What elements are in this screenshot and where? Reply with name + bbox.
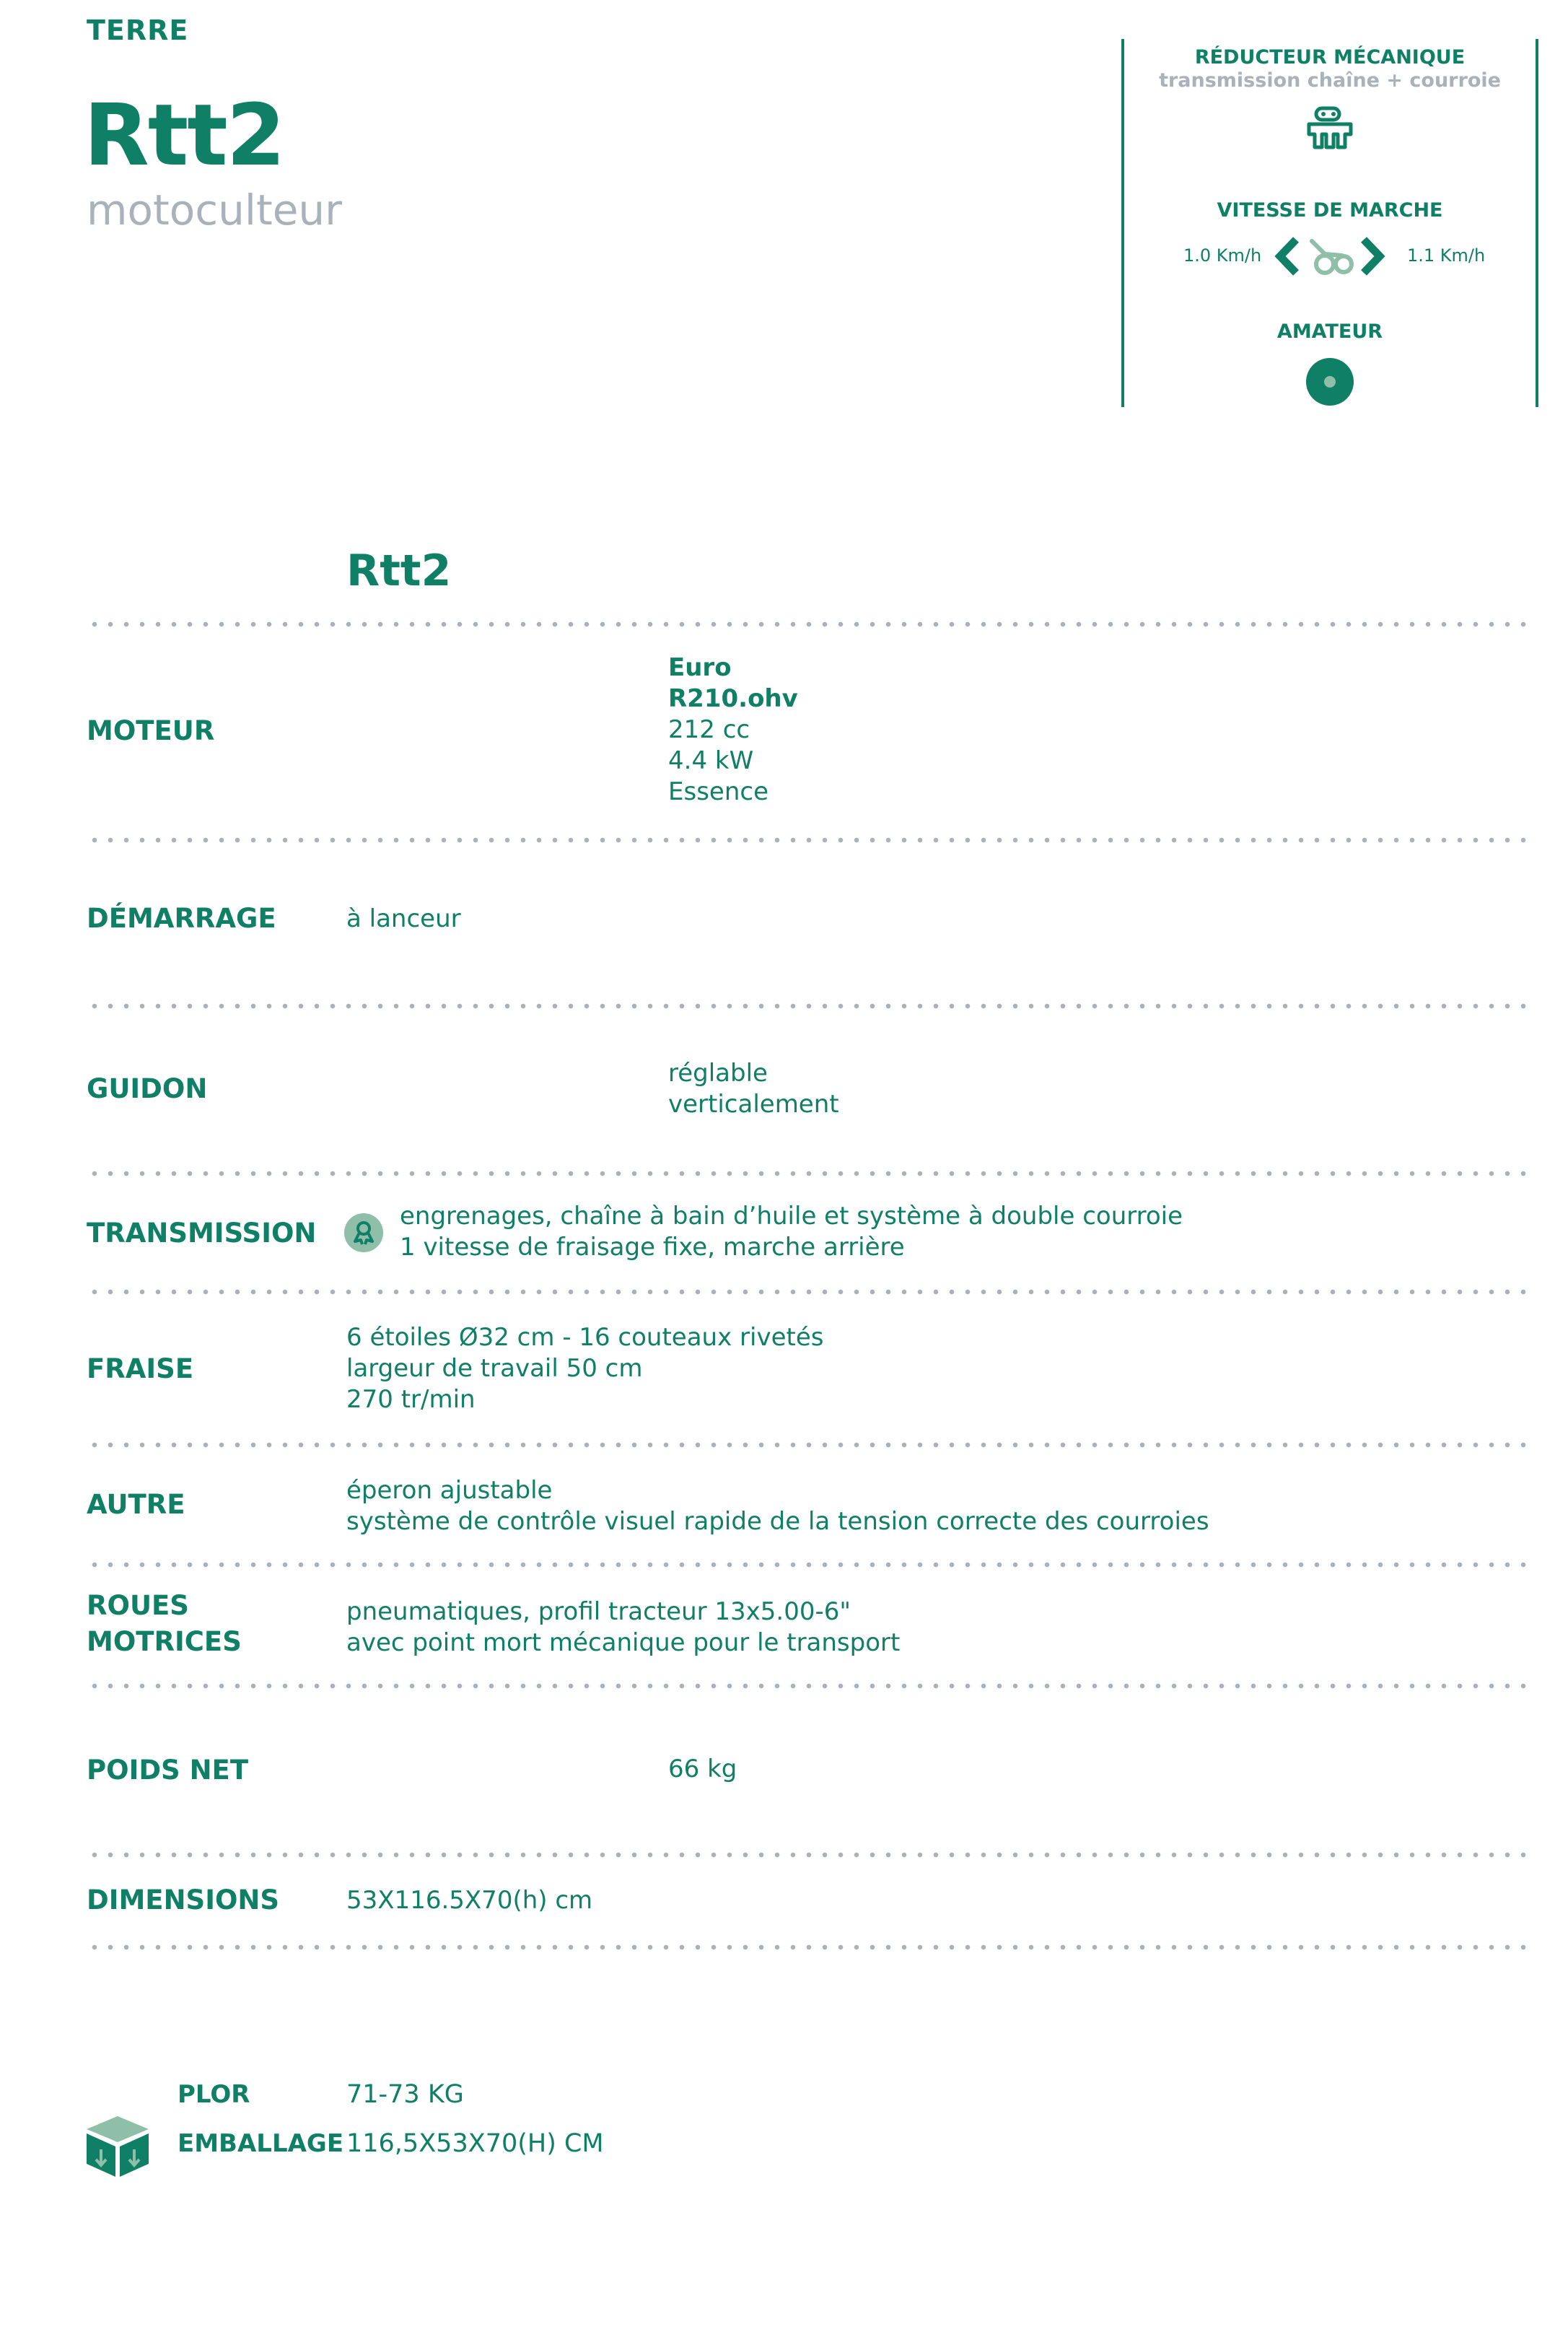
chevron-right-icon — [1359, 237, 1385, 276]
emballage-value: 116,5X53X70(H) CM — [346, 2129, 604, 2158]
guidon-line: réglable — [668, 1059, 768, 1088]
gear-subtitle: transmission chaîne + courroie — [1159, 69, 1501, 92]
separator — [87, 621, 1533, 627]
spec-value-demarrage: à lanceur — [346, 904, 461, 933]
award-ribbon-icon — [343, 1213, 384, 1253]
spec-label-guidon: GUIDON — [87, 1073, 208, 1104]
separator — [87, 1562, 1533, 1568]
gearbox-icon — [1305, 105, 1355, 153]
gear-title: RÉDUCTEUR MÉCANIQUE — [1194, 46, 1466, 69]
separator — [87, 1289, 1533, 1295]
separator — [87, 1852, 1533, 1858]
moteur-line: Euro — [668, 653, 732, 682]
model-name: Rtt2 — [346, 546, 452, 596]
plor-label: PLOR — [178, 2080, 250, 2109]
spec-value-roues — [346, 1596, 900, 1659]
spec-value-dimensions: 53X116.5X70(h) cm — [346, 1886, 593, 1915]
spec-label-roues — [87, 1588, 242, 1660]
amateur-dot-icon — [1305, 357, 1355, 407]
roues-line: pneumatiques, profil tracteur 13x5.00-6" — [346, 1597, 851, 1626]
level-title: AMATEUR — [1276, 320, 1383, 343]
roues-line: avec point mort mécanique pour le transport — [346, 1628, 901, 1657]
fraise-line: largeur de travail 50 cm — [346, 1354, 643, 1383]
spec-label-fraise: FRAISE — [87, 1353, 194, 1384]
separator — [87, 1683, 1533, 1689]
roues-label-line: ROUES — [87, 1590, 189, 1621]
speed-max: 1.1 Km/h — [1407, 245, 1486, 266]
product-subtitle: motoculteur — [87, 185, 343, 235]
moteur-line: 4.4 kW — [668, 746, 754, 775]
category-label: TERRE — [87, 14, 189, 46]
moteur-line: Essence — [668, 777, 768, 806]
spec-value-autre — [346, 1475, 1209, 1537]
spec-value-poids: 66 kg — [668, 1755, 737, 1783]
autre-line: éperon ajustable — [346, 1476, 553, 1505]
emballage-label: EMBALLAGE — [178, 2129, 344, 2158]
spec-label-moteur: MOTEUR — [87, 715, 215, 746]
separator — [87, 1003, 1533, 1009]
spec-label-dimensions: DIMENSIONS — [87, 1884, 280, 1916]
guidon-line: verticalement — [668, 1090, 839, 1119]
spec-label-autre: AUTRE — [87, 1489, 185, 1520]
spec-box — [1121, 39, 1538, 407]
spec-label-demarrage: DÉMARRAGE — [87, 903, 276, 934]
fraise-line: 6 étoiles Ø32 cm - 16 couteaux rivetés — [346, 1323, 824, 1352]
roues-label-line: MOTRICES — [87, 1626, 242, 1657]
separator — [87, 1442, 1533, 1448]
fraise-line: 270 tr/min — [346, 1385, 476, 1414]
speed-title: VITESSE DE MARCHE — [1217, 199, 1443, 222]
spec-value-guidon — [668, 1058, 839, 1120]
package-box-icon — [84, 2113, 152, 2180]
spec-label-transmission: TRANSMISSION — [87, 1218, 317, 1249]
plor-value: 71-73 KG — [346, 2080, 464, 2109]
moteur-line: 212 cc — [668, 715, 750, 744]
tiller-icon — [1306, 237, 1355, 276]
spec-value-fraise — [346, 1322, 823, 1415]
separator — [87, 1171, 1533, 1176]
transmission-line: 1 vitesse de fraisage fixe, marche arrière — [400, 1233, 905, 1262]
product-title: Rtt2 — [84, 85, 284, 185]
moteur-line: R210.ohv — [668, 684, 798, 713]
chevron-left-icon — [1274, 237, 1300, 276]
transmission-line: engrenages, chaîne à bain d’huile et système à double courroie — [400, 1202, 1183, 1231]
separator — [87, 1944, 1533, 1950]
autre-line: système de contrôle visuel rapide de la tension correcte des courroies — [346, 1507, 1209, 1536]
speed-min: 1.0 Km/h — [1183, 245, 1262, 266]
spec-value-transmission — [400, 1201, 1183, 1263]
spec-value-moteur — [668, 652, 798, 808]
spec-label-poids: POIDS NET — [87, 1755, 249, 1786]
separator — [87, 837, 1533, 843]
